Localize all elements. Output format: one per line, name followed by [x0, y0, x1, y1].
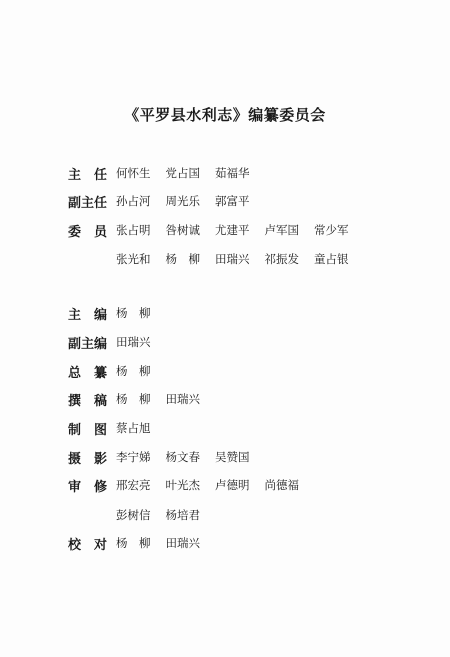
label-zongzuan: 总 纂: [68, 365, 108, 381]
name: 田瑞兴: [215, 252, 250, 266]
name: 郭富平: [215, 194, 250, 208]
name: 杨培君: [165, 508, 200, 522]
name: 何怀生: [116, 166, 151, 180]
label-zhitu: 制 图: [68, 422, 108, 438]
name: 周光乐: [165, 194, 200, 208]
name: 尤建平: [215, 223, 250, 237]
label-weiyuan: 委 员: [68, 224, 108, 240]
name: 彭树信: [116, 508, 151, 522]
row-fuzhubian: [68, 332, 166, 352]
name: 吴赞国: [215, 450, 250, 464]
name: 张光和: [116, 252, 151, 266]
name: 田瑞兴: [165, 392, 200, 406]
row-zhubian: [68, 303, 166, 323]
name: 卢军国: [264, 223, 299, 237]
name: 茹福华: [215, 166, 250, 180]
label-fuzhuren: 副主任: [68, 195, 108, 211]
row-zhuangao: [68, 389, 215, 409]
label-zhubian: 主 编: [68, 307, 108, 323]
label-jiaodui: 校 对: [68, 537, 108, 553]
name: 田瑞兴: [116, 335, 151, 349]
name: 李宁娣: [116, 450, 151, 464]
name: 邢宏亮: [116, 478, 151, 492]
label-fuzhubian: 副主编: [68, 336, 108, 352]
row-zongzuan: [68, 361, 166, 381]
page-title: 《平罗县水利志》编纂委员会: [124, 106, 326, 124]
name: 孙占河: [116, 194, 151, 208]
label-zhuren: 主 任: [68, 167, 108, 183]
row-shenxiu: [68, 475, 314, 495]
name: 尚德福: [264, 478, 299, 492]
row-zhitu: [68, 418, 166, 438]
name: 杨文春: [165, 450, 200, 464]
name: 杨 柳: [116, 306, 151, 320]
row-fuzhuren: [68, 191, 265, 211]
name: 常少军: [314, 223, 349, 237]
row-weiyuan-continued: [68, 249, 364, 269]
name: 杨 柳: [116, 392, 151, 406]
label-zhuangao: 撰 稿: [68, 393, 108, 409]
name: 杨 柳: [116, 364, 151, 378]
name: 党占国: [165, 166, 200, 180]
name: 卢德明: [215, 478, 250, 492]
label-shenxiu: 审 修: [68, 479, 108, 495]
name: 童占银: [314, 252, 349, 266]
row-jiaodui: [68, 533, 215, 553]
name: 祁振发: [264, 252, 299, 266]
name: 杨 柳: [116, 536, 151, 550]
name: 田瑞兴: [165, 536, 200, 550]
name: 杨 柳: [165, 252, 200, 266]
row-weiyuan: [68, 220, 364, 240]
row-zhuren: [68, 163, 265, 183]
name: 叶光杰: [165, 478, 200, 492]
row-sheying: [68, 447, 265, 467]
name: 张占明: [116, 223, 151, 237]
label-sheying: 摄 影: [68, 451, 108, 467]
row-shenxiu-continued: [68, 505, 215, 525]
name: 蔡占旭: [116, 421, 151, 435]
name: 咎树诚: [165, 223, 200, 237]
